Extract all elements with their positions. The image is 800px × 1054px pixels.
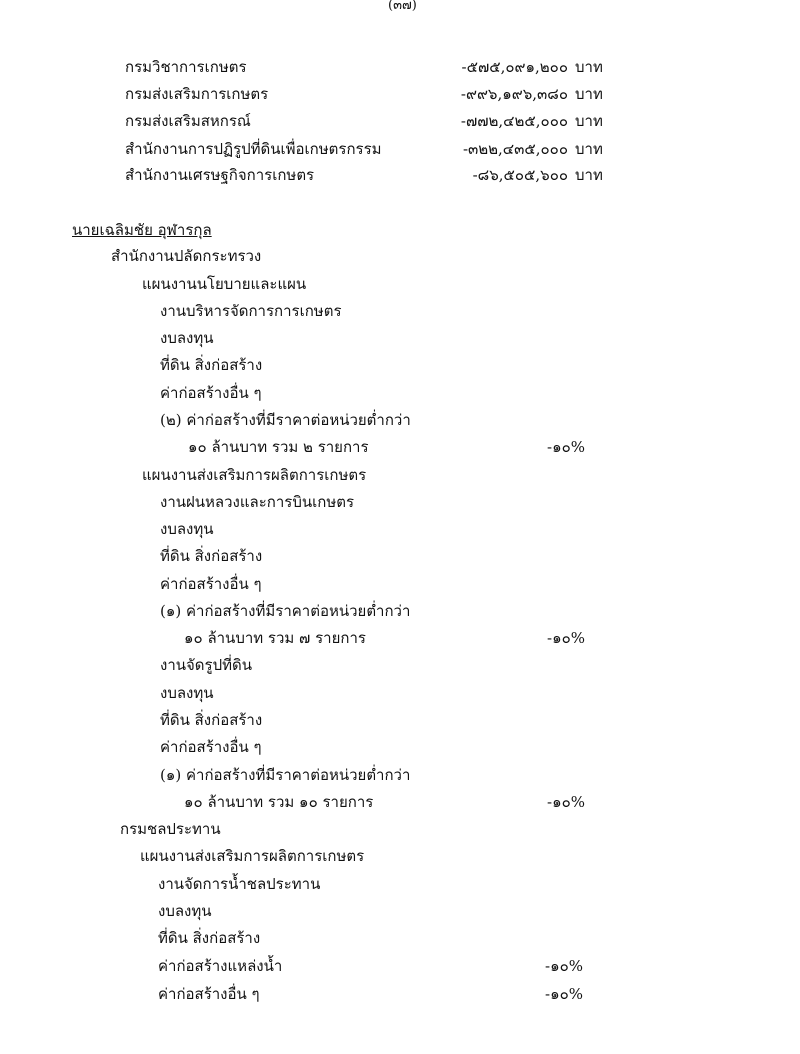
agency-amount: -๕๗๕,๐๙๑,๒๐๐ <box>461 58 568 76</box>
budget-subitem-cont: ๑๐ ล้านบาท รวม ๑๐ รายการ <box>184 793 374 811</box>
budget-subtype: ที่ดิน สิ่งก่อสร้าง <box>160 356 263 374</box>
budget-item: ค่าก่อสร้างแหล่งน้ำ <box>158 957 283 975</box>
budget-item: ค่าก่อสร้างอื่น ๆ <box>160 575 262 593</box>
dept-heading: สำนักงานปลัดกระทรวง <box>111 247 262 265</box>
cut-percent: -๑๐% <box>547 629 585 647</box>
agency-unit: บาท <box>575 140 603 158</box>
agency-amount: -๘๖,๕๐๕,๖๐๐ <box>472 166 568 184</box>
budget-type: งบลงทุน <box>158 902 212 920</box>
budget-subitem: (๑) ค่าก่อสร้างที่มีราคาต่อหน่วยต่ำกว่า <box>160 602 411 620</box>
budget-type: งบลงทุน <box>160 520 214 538</box>
budget-item: ค่าก่อสร้างอื่น ๆ <box>160 738 262 756</box>
cut-percent: -๑๐% <box>547 793 585 811</box>
budget-subitem: (๑) ค่าก่อสร้างที่มีราคาต่อหน่วยต่ำกว่า <box>160 766 411 784</box>
agency-name: สำนักงานเศรษฐกิจการเกษตร <box>125 166 315 184</box>
budget-subitem: (๒) ค่าก่อสร้างที่มีราคาต่อหน่วยต่ำกว่า <box>160 411 411 429</box>
plan-heading: แผนงานส่งเสริมการผลิตการเกษตร <box>140 847 365 865</box>
budget-subtype: ที่ดิน สิ่งก่อสร้าง <box>160 711 263 729</box>
agency-amount: -๙๙๖,๑๙๖,๓๘๐ <box>460 85 568 103</box>
cut-percent: -๑๐% <box>547 438 585 456</box>
agency-name: กรมส่งเสริมการเกษตร <box>125 85 269 103</box>
budget-type: งบลงทุน <box>160 684 214 702</box>
budget-subtype: ที่ดิน สิ่งก่อสร้าง <box>158 929 261 947</box>
budget-type: งบลงทุน <box>160 329 214 347</box>
budget-subitem-cont: ๑๐ ล้านบาท รวม ๒ รายการ <box>188 438 369 456</box>
budget-subitem-cont: ๑๐ ล้านบาท รวม ๗ รายการ <box>184 629 366 647</box>
cut-percent: -๑๐% <box>545 957 583 975</box>
work-heading: งานฝนหลวงและการบินเกษตร <box>160 493 355 511</box>
agency-amount: -๓๒๒,๔๓๕,๐๐๐ <box>462 140 568 158</box>
agency-unit: บาท <box>575 58 603 76</box>
page-number: (๓๗) <box>388 0 417 13</box>
agency-name: กรมส่งเสริมสหกรณ์ <box>125 112 251 130</box>
budget-item: ค่าก่อสร้างอื่น ๆ <box>160 384 262 402</box>
agency-unit: บาท <box>575 85 603 103</box>
plan-heading: แผนงานส่งเสริมการผลิตการเกษตร <box>142 466 367 484</box>
budget-item: ค่าก่อสร้างอื่น ๆ <box>158 985 260 1003</box>
work-heading: งานบริหารจัดการการเกษตร <box>160 302 342 320</box>
work-heading: งานจัดรูปที่ดิน <box>160 656 252 674</box>
plan-heading: แผนงานนโยบายและแผน <box>142 275 307 293</box>
budget-subtype: ที่ดิน สิ่งก่อสร้าง <box>160 547 263 565</box>
agency-name: สำนักงานการปฏิรูปที่ดินเพื่อเกษตรกรรม <box>125 140 382 158</box>
agency-name: กรมวิชาการเกษตร <box>125 58 247 76</box>
member-name: นายเฉลิมชัย อุฬารกุล <box>72 221 212 239</box>
agency-unit: บาท <box>575 112 603 130</box>
work-heading: งานจัดการน้ำชลประทาน <box>158 875 321 893</box>
dept-heading: กรมชลประทาน <box>120 820 221 838</box>
cut-percent: -๑๐% <box>545 985 583 1003</box>
agency-amount: -๗๗๒,๔๒๕,๐๐๐ <box>460 112 568 130</box>
agency-unit: บาท <box>575 166 603 184</box>
